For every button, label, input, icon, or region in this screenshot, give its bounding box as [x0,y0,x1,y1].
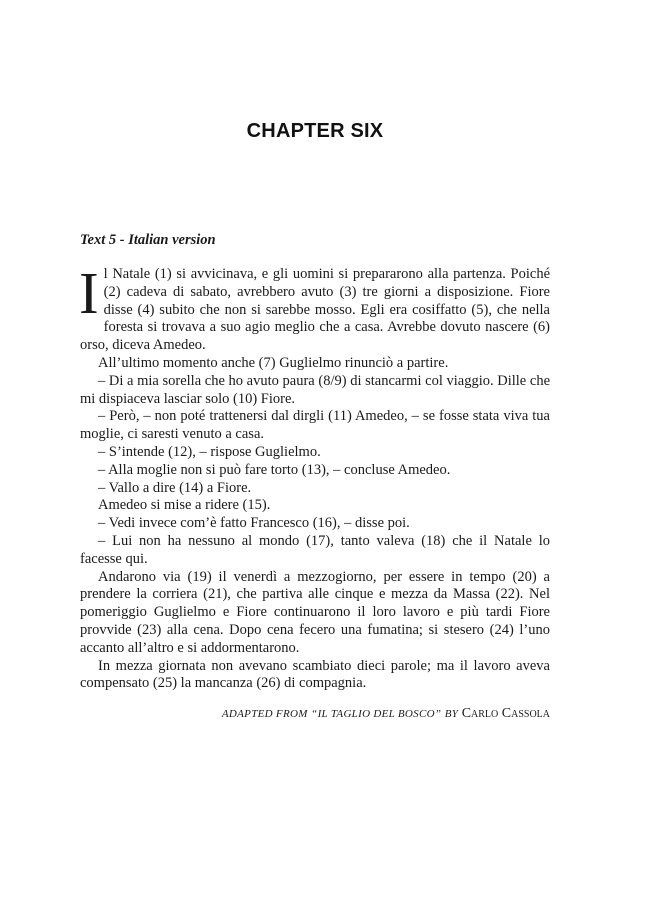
paragraph-6: – Alla moglie non si può fare torto (13), – concluse Amedeo. [98,461,451,478]
chapter-title: CHAPTER SIX [246,120,384,142]
attribution-prefix: ADAPTED FROM [221,708,308,720]
paragraph-10: – Lui non ha nessuno al mondo (17), tanto valeva (18) che il Natale lo facesse qui. [80,532,550,567]
paragraph-9: – Vedi invece com’è fatto Francesco (16), – disse poi. [98,515,410,532]
attribution-by: BY [444,708,459,720]
body-text [79,260,550,693]
paragraph-8: Amedeo si mise a ridere (15). [98,497,271,514]
section-label: Text 5 - Italian version [80,232,216,248]
attribution-work: “IL TAGLIO DEL BOSCO” [311,708,442,720]
paragraph-3: – Di a mia sorella che ho avuto paura (8/9) di stancarmi col viaggio. Dille che mi dispiaceva lasciar solo (10) Fiore. [80,372,550,407]
paragraph-11: Andarono via (19) il venerdì a mezzogiorno, per essere in tempo (20) a prendere la corriera (21), che partiva alle cinque e mezza da Massa (22). Nel pomeriggio Guglielmo e Fiore continuarono il loro lavoro e più tardi Fiore provvide (23) alla cena. Dopo cena fecero una fumatina; si stesero (24) l’uno accanto all’altro e si addormentarono. [80,568,550,656]
paragraph-7: – Vallo a dire (14) a Fiore. [98,479,252,496]
paragraph-text: l Natale (1) si avvicinava, e gli uomini si prepararono alla partenza. Poiché (2) cadeva di sabato, avrebbero avuto (3) tre giorni a disposizione. Fiore disse (4) subito che non si sarebbe mosso. Egli era cosiffatto (5), che nella foresta si trovava a suo agio meglio che a casa. Avrebbe dovuto nascere (6) orso, diceva Amedeo. [80,266,550,354]
paragraph-5: – S’intende (12), – rispose Guglielmo. [98,443,321,460]
paragraph-2: All’ultimo momento anche (7) Guglielmo rinunciò a partire. [98,354,449,371]
paragraph-12: In mezza giornata non avevano scambiato dieci parole; ma il lavoro aveva compensato (25) la mancanza (26) di compagnia. [80,657,550,692]
paragraph-1 [79,260,550,355]
attribution [222,706,550,722]
attribution-author: Carlo Cassola [461,706,550,721]
paragraph-4: – Però, – non poté trattenersi dal dirgli (11) Amedeo, – se fosse stata viva tua moglie, ci saresti venuto a casa. [80,408,550,443]
drop-cap: I [79,260,99,326]
